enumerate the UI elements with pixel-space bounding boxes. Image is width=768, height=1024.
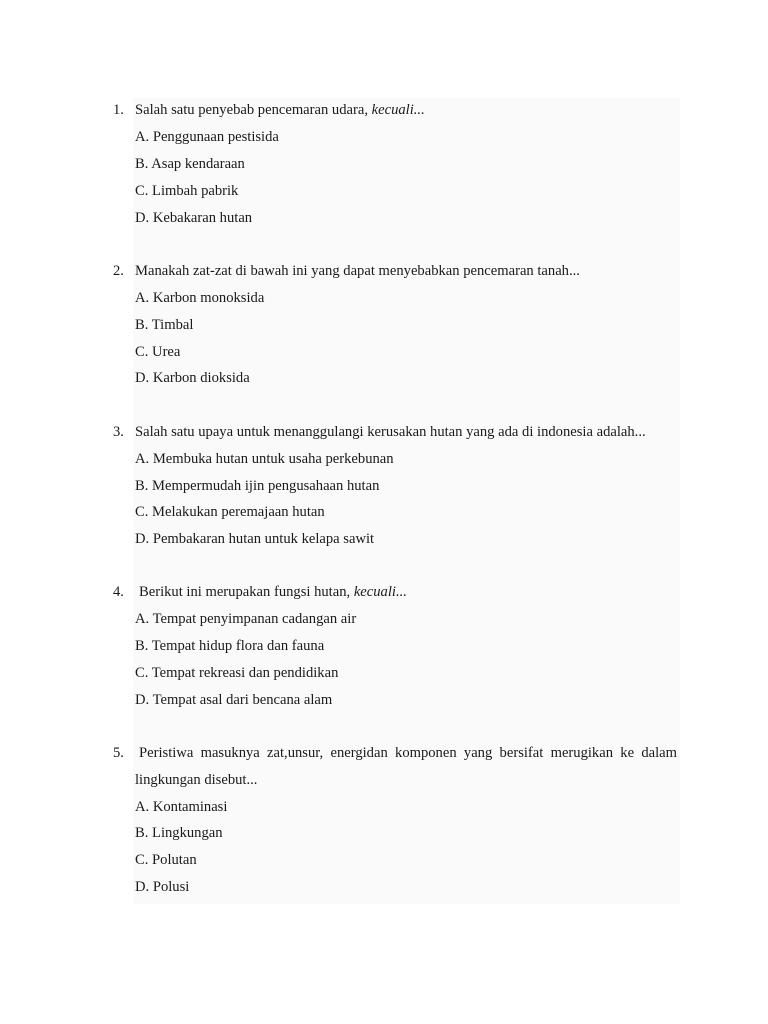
question-5 [0, 743, 768, 770]
option-b: B. Asap kendaraan [135, 156, 245, 172]
option-b: B. Lingkungan [135, 825, 223, 841]
option-b: B. Mempermudah ijin pengusahaan hutan [135, 478, 380, 494]
option-b: B. Timbal [135, 317, 194, 333]
question-number: 3. [113, 424, 124, 440]
question-4 [0, 582, 768, 609]
option-c: C. Polutan [135, 852, 197, 868]
question-number: 1. [113, 102, 124, 118]
option-a: A. Karbon monoksida [135, 290, 265, 306]
question-text: Salah satu upaya untuk menanggulangi kerusakan hutan yang ada di indonesia adalah... [135, 424, 646, 440]
option-d: D. Karbon dioksida [135, 370, 250, 386]
option-d: D. Polusi [135, 879, 190, 895]
option-c: C. Limbah pabrik [135, 183, 239, 199]
option-d: D. Pembakaran hutan untuk kelapa sawit [135, 531, 375, 547]
option-a: A. Tempat penyimpanan cadangan air [135, 611, 357, 627]
question-emphasis: kecuali [371, 102, 414, 118]
option-c: C. Tempat rekreasi dan pendidikan [135, 665, 339, 681]
question-2 [0, 261, 768, 288]
question-text-continuation: lingkungan disebut... [135, 772, 258, 788]
option-d: D. Kebakaran hutan [135, 210, 253, 226]
option-c: C. Urea [135, 344, 181, 360]
option-a: A. Membuka hutan untuk usaha perkebunan [135, 451, 394, 467]
option-a: A. Kontaminasi [135, 799, 228, 815]
option-b: B. Tempat hidup flora dan fauna [135, 638, 325, 654]
question-1 [0, 100, 768, 127]
option-a: A. Penggunaan pestisida [135, 129, 279, 145]
question-number: 4. [113, 584, 124, 600]
question-text: Salah satu penyebab pencemaran udara, kecuali... [135, 102, 425, 118]
question-number: 2. [113, 263, 124, 279]
question-number: 5. [113, 745, 124, 761]
question-text: Berikut ini merupakan fungsi hutan, kecuali... [139, 584, 407, 600]
option-c: C. Melakukan peremajaan hutan [135, 504, 325, 520]
question-text: Peristiwa masuknya zat,unsur, energidan komponen yang bersifat merugikan ke dalam [139, 745, 677, 761]
option-d: D. Tempat asal dari bencana alam [135, 692, 333, 708]
question-text: Manakah zat-zat di bawah ini yang dapat menyebabkan pencemaran tanah... [135, 263, 580, 279]
question-5-continuation [0, 770, 768, 797]
question-3 [0, 422, 768, 449]
question-emphasis: kecuali [353, 584, 396, 600]
